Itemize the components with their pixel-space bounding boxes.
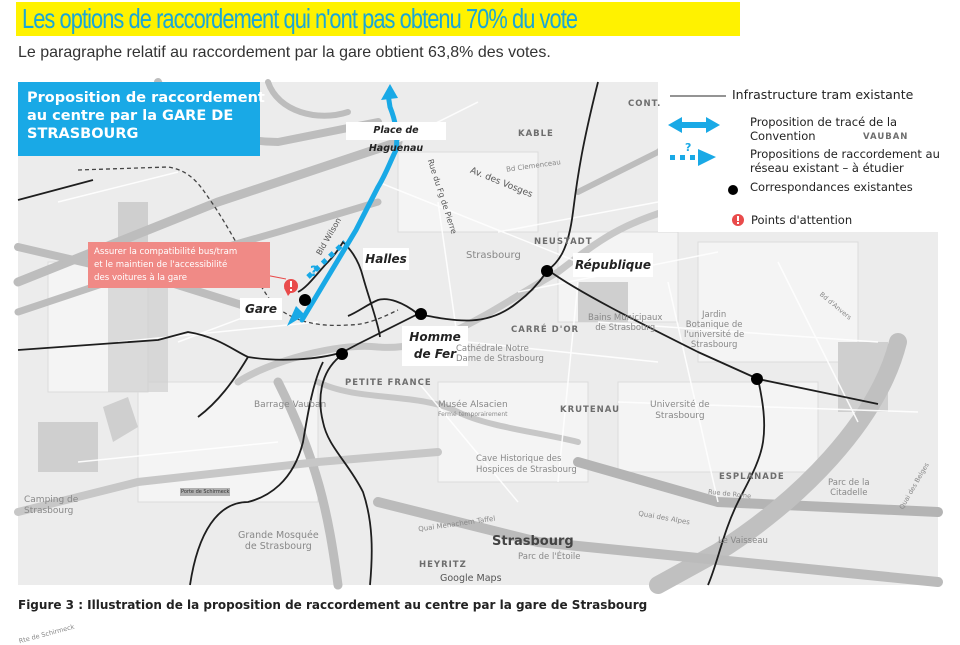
place-camping [24,495,78,517]
place-grande-mosquee [238,530,319,552]
place-mosquee-line2: de Strasbourg [244,541,312,552]
place-strasbourg-city: Strasbourg [492,534,574,549]
legend-attention: Points d'attention [751,213,853,227]
place-le-vaisseau: Le Vaisseau [718,536,768,546]
place-camping-line2: Strasbourg [24,506,74,516]
label-republique: République [573,253,653,277]
place-jardin-line4: Strasbourg [690,340,738,350]
street-rue-rome: Rue de Rome [707,487,752,501]
subtitle-text: Le paragraphe relatif au raccordement par la gare obtient 63,8% des votes. [18,44,551,61]
place-cave-line2: Hospices de Strasbourg [476,465,577,475]
black-dot-icon [728,185,738,195]
place-porte-schirmeck: Porte de Schirmeck [181,489,230,495]
label-homme-line2: de Fer [413,347,457,361]
title-line-2: au centre par la GARE DE [27,108,234,124]
district-petite-france: PETITE FRANCE [345,378,432,388]
svg-text:?: ? [685,141,692,154]
place-universite-line2: Strasbourg [655,411,705,421]
legend-correspondances: Correspondances existantes [750,180,913,194]
street-quai-menachem: Quai Menachem Taffel [417,514,496,534]
place-cave-line1: Cave Historique des [476,454,562,464]
place-musee-alsacien [438,400,508,420]
place-camping-line1: Camping de [24,495,79,505]
place-bains [588,313,662,333]
legend-connection-line2: réseau existant – à étudier [750,161,904,175]
district-carre-or: CARRÉ D'OR [511,325,580,335]
district-krutenau: KRUTENAU [560,405,620,415]
attention-line-3: des voitures à la gare [94,273,188,283]
place-jardin-line3: l'université de [684,330,745,340]
street-av-vosges: Av. des Vosges [468,165,534,201]
place-musee-line2: Fermé temporairement [438,411,508,418]
figure-caption: Figure 3 : Illustration de la proposition de raccordement au centre par la gare de Strasbourg [18,598,648,612]
street-quai-alpes: Quai des Alpes [637,509,691,527]
place-musee-line1: Musée Alsacien [438,400,508,410]
attention-note [88,242,270,288]
place-universite [650,400,710,422]
headline-banner [16,2,740,36]
street-bld-wilson: Bld Wilson [314,216,344,257]
district-cont: CONT. [628,99,662,109]
place-jardin-line2: Botanique de [685,320,743,330]
attention-line-2: et le maintien de l'accessibilité [94,260,228,270]
place-bains-line2: de Strasbourg [595,323,656,333]
district-kable: KABLE [518,129,554,139]
place-notre-dame-line1: Cathédrale Notre [456,344,529,354]
street-bd-anvers: Bd d'Anvers [817,290,854,322]
legend-icons [658,82,732,232]
place-cave-hospices [476,454,577,476]
street-route-schirmeck: Rte de Schirmeck [17,622,76,645]
double-arrow-icon [668,117,720,133]
attention-line-1: Assurer la compatibilité bus/tram [94,247,238,257]
google-maps-attribution: Google Maps [440,573,502,584]
legend-connection-line1: Propositions de raccordement au [750,147,940,161]
place-mosquee-line1: Grande Mosquée [238,530,319,541]
place-strasbourg-top: Strasbourg [466,250,521,261]
place-universite-line1: Université de [650,400,710,410]
place-notre-dame [456,344,544,364]
street-bd-clemenceau: Bd Clemenceau [505,158,562,174]
headline-text: Les options de raccordement qui n'ont pas obtenu 70% du vote [22,3,578,34]
place-jardin-line1: Jardin [702,310,727,320]
label-homme-line1: Homme [409,330,461,344]
title-line-1: Proposition de raccordement [27,90,265,106]
place-parc-etoile: Parc de l'Étoile [518,552,581,562]
place-citadelle-line2: Citadelle [830,488,868,498]
district-vauban: VAUBAN [863,132,909,142]
label-gare: Gare [240,298,282,320]
legend-existing-tram: Infrastructure tram existante [732,87,914,102]
proposal-title-box [18,82,265,156]
legend-convention-line2: Convention [750,129,816,143]
label-place-haguenau: Place de Haguenau [346,122,446,140]
map-legend [658,82,938,232]
legend-convention-line1: Proposition de tracé de la [750,115,898,129]
place-citadelle [828,478,870,498]
place-notre-dame-line2: Dame de Strasbourg [456,354,544,364]
place-jardin-botanique [684,310,744,350]
title-line-3: STRASBOURG [27,126,139,142]
place-bains-line1: Bains Municipaux [588,313,663,323]
district-neustadt: NEUSTADT [534,237,593,247]
place-citadelle-line1: Parc de la [828,478,870,488]
label-halles: Halles [363,248,409,270]
dotted-arrow-question-icon [670,141,716,166]
street-quai-belges: Quai des Belges [897,461,931,511]
attention-pin-icon [732,214,744,226]
street-fg-pierre: Rue du Fg de Pierre [425,157,459,236]
question-mark-label: ? [310,264,319,280]
district-esplanade: ESPLANADE [719,472,785,482]
district-heyritz: HEYRITZ [419,560,467,570]
place-barrage-vauban: Barrage Vauban [254,400,327,410]
